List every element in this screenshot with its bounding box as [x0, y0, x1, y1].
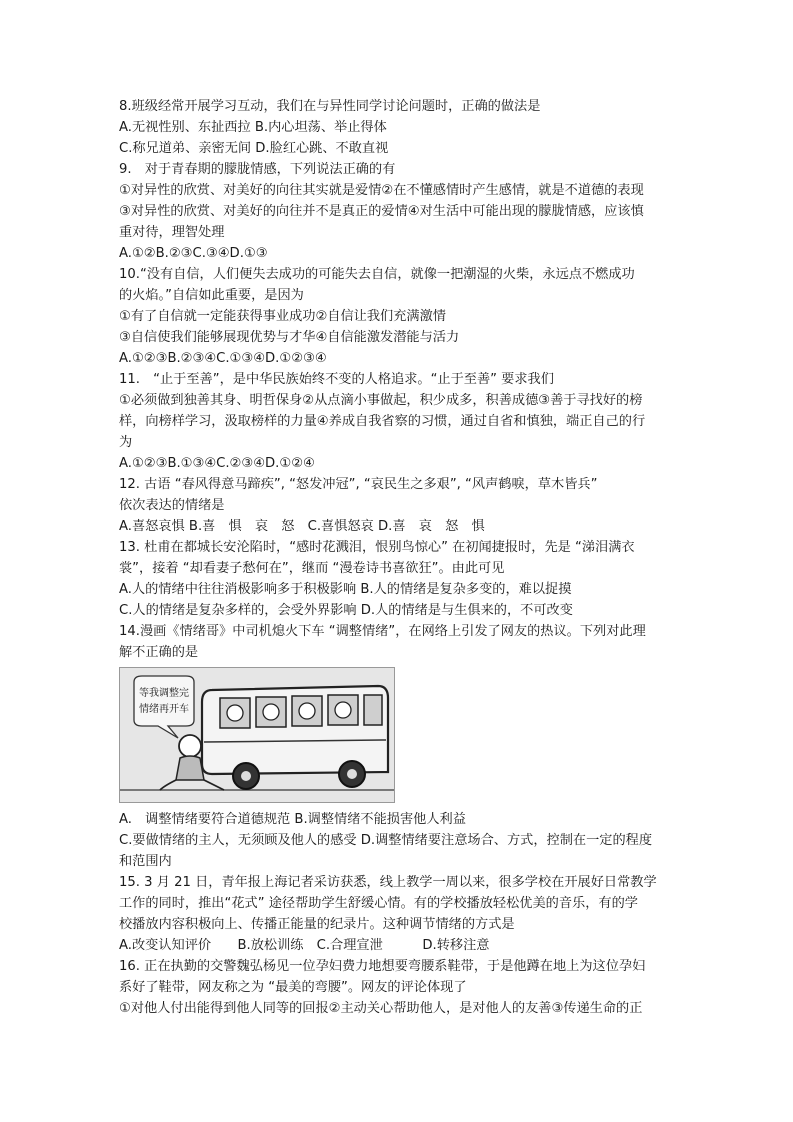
option-line: A.无视性别、东扯西拉 B.内心坦荡、举止得体 — [119, 120, 387, 135]
statement-line: 为 — [119, 435, 133, 450]
option-line: A. 调整情绪要符合道德规范 B.调整情绪不能损害他人利益 — [119, 812, 466, 827]
statement-line: 裳”，接着 “却看妻子愁何在”，继而 “漫卷诗书喜欲狂”。由此可见 — [119, 561, 505, 576]
statement-line: ①对异性的欣赏、对美好的向往其实就是爱情②在不懂感情时产生感情，就是不道德的表现 — [119, 183, 644, 198]
question-stem: 8.班级经常开展学习互动，我们在与异性同学讨论问题时，正确的做法是 — [119, 99, 541, 114]
option-line: 和范围内 — [119, 854, 172, 869]
option-line: C.称兄道弟、亲密无间 D.脸红心跳、不敢直视 — [119, 141, 389, 156]
question-stem: 9. 对于青春期的朦胧情感，下列说法正确的有 — [119, 162, 396, 177]
option-line: C.人的情绪是复杂多样的，会受外界影响 D.人的情绪是与生俱来的，不可改变 — [119, 603, 573, 618]
statement-line: 解不正确的是 — [119, 645, 199, 660]
question-stem: 11. “止于至善”，是中华民族始终不变的人格追求。“止于至善” 要求我们 — [119, 372, 554, 387]
question-stem: 15. 3 月 21 日，青年报上海记者采访获悉，线上教学一周以来，很多学校在开展好日常教学 — [119, 875, 657, 890]
statement-line: ③对异性的欣赏、对美好的向往并不是真正的爱情④对生活中可能出现的朦胧情感，应该慎 — [119, 204, 644, 219]
question-list — [119, 96, 681, 1019]
question-14 — [119, 621, 681, 872]
question-15 — [119, 872, 681, 956]
question-11 — [119, 369, 681, 474]
question-8 — [119, 96, 681, 159]
question-stem: 10.“没有自信，人们便失去成功的可能失去自信，就像一把潮湿的火柴，永远点不燃成功 — [119, 267, 635, 282]
question-12 — [119, 474, 681, 537]
cartoon-caption-line: 情绪再开车 — [139, 704, 189, 715]
option-line: C.要做情绪的主人，无须顾及他人的感受 D.调整情绪要注意场合、方式，控制在一定的程度 — [119, 833, 653, 848]
statement-line: 的火焰。”自信如此重要，是因为 — [119, 288, 304, 303]
question-stem: 12. 古语 “春风得意马蹄疾”, “怒发冲冠”, “哀民生之多艰”, “风声鹤唳，草木皆兵” — [119, 477, 598, 492]
statement-line: 样，向榜样学习，汲取榜样的力量④养成自我省察的习惯，通过自省和慎独，端正自己的行 — [119, 414, 646, 429]
option-line: A.改变认知评价 B.放松训练 C.合理宣泄 D.转移注意 — [119, 938, 490, 953]
option-line: A.①②③B.②③④C.①③④D.①②③④ — [119, 351, 327, 366]
statement-line: 重对待，理智处理 — [119, 225, 225, 240]
question-13 — [119, 537, 681, 621]
option-line: A.人的情绪中往往消极影响多于积极影响 B.人的情绪是复杂多变的，难以捉摸 — [119, 582, 572, 597]
question-16 — [119, 956, 681, 1019]
statement-line: ①有了自信就一定能获得事业成功②自信让我们充满激情 — [119, 309, 446, 324]
option-line: A.喜怒哀惧 B.喜 惧 哀 怒 C.喜惧怒哀 D.喜 哀 怒 惧 — [119, 519, 485, 534]
statement-line: ①对他人付出能得到他人同等的回报②主动关心帮助他人，是对他人的友善③传递生命的正 — [119, 1001, 643, 1016]
statement-line: ③自信使我们能够展现优势与才华④自信能激发潜能与活力 — [119, 330, 460, 345]
statement-line: ①必须做到独善其身、明哲保身②从点滴小事做起，积少成多，积善成德③善于寻找好的榜 — [119, 393, 643, 408]
question-stem: 13. 杜甫在都城长安沦陷时，“感时花溅泪，恨别鸟惊心” 在初闻捷报时，先是 “涕泪满衣 — [119, 540, 635, 555]
option-line: A.①②B.②③C.③④D.①③ — [119, 246, 268, 261]
statement-line: 校播放内容积极向上、传播正能量的纪录片。这种调节情绪的方式是 — [119, 917, 515, 932]
statement-line: 系好了鞋带，网友称之为 “最美的弯腰”。网友的评论体现了 — [119, 980, 467, 995]
option-line: A.①②③B.①③④C.②③④D.①②④ — [119, 456, 315, 471]
question-stem: 16. 正在执勤的交警魏弘杨见一位孕妇费力地想要弯腰系鞋带，于是他蹲在地上为这位孕妇 — [119, 959, 646, 974]
cartoon-caption-line: 等我调整完 — [139, 688, 189, 699]
question-10 — [119, 264, 681, 369]
question-9 — [119, 159, 681, 264]
cartoon-image — [119, 667, 395, 803]
statement-line: 工作的同时，推出“花式” 途径帮助学生舒缓心情。有的学校播放轻松优美的音乐，有的学 — [119, 896, 638, 911]
statement-line: 依次表达的情绪是 — [119, 498, 225, 513]
question-stem: 14.漫画《情绪哥》中司机熄火下车 “调整情绪”，在网络上引发了网友的热议。下列对此理 — [119, 624, 646, 639]
